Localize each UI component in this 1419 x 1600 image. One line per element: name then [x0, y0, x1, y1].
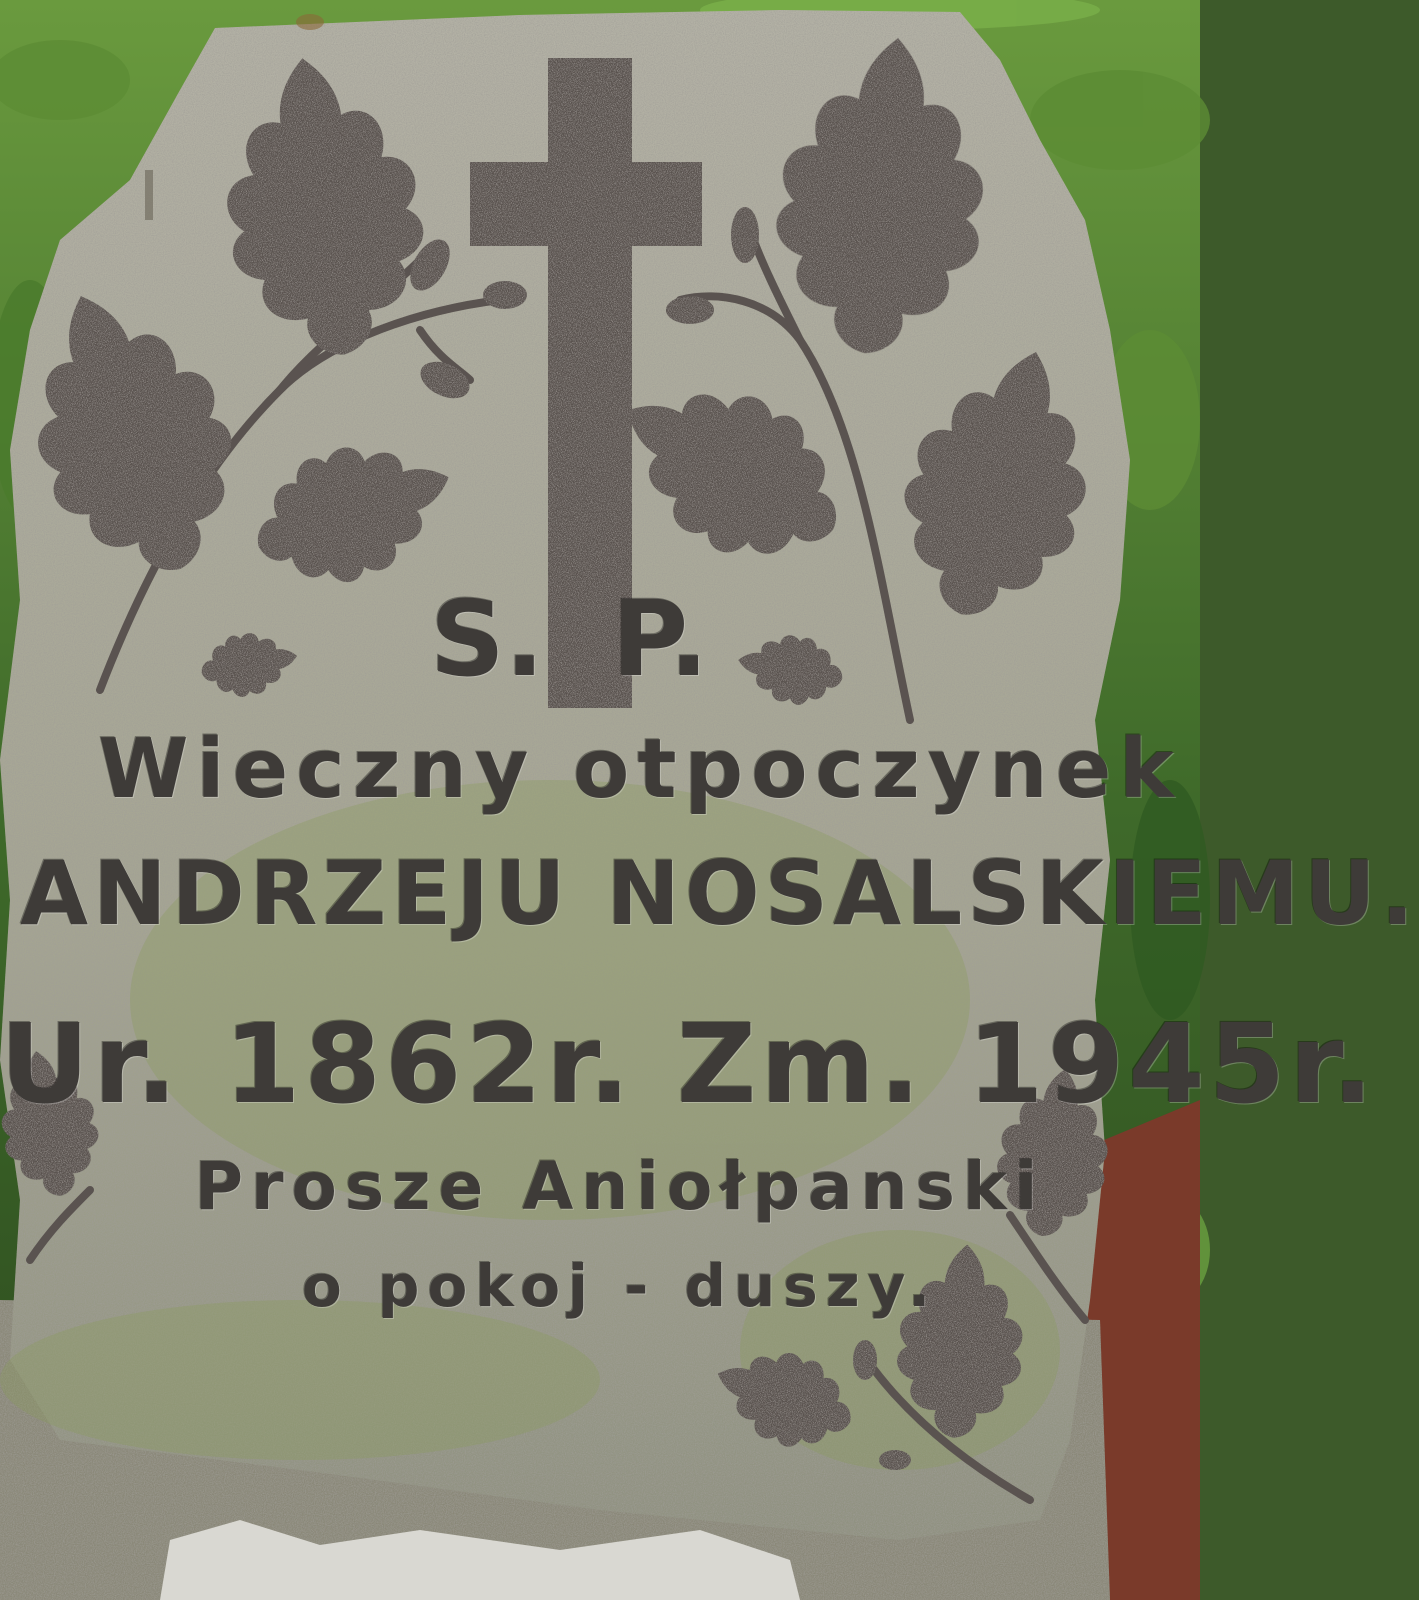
inscription-sp-s: S.: [430, 578, 545, 700]
inscription-line-2: ANDRZEJU NOSALSKIEMU.: [20, 842, 1419, 945]
inscription-line-5: o pokoj - duszy.: [301, 1252, 939, 1320]
inscription-line-1: Wieczny otpoczynek: [98, 722, 1182, 817]
inscription-line-3: Ur. 1862r. Zm. 1945r.: [0, 1000, 1378, 1128]
inscription-sp-p: P.: [612, 578, 709, 700]
inscription-line-4: Prosze Aniołpanski: [194, 1148, 1046, 1225]
